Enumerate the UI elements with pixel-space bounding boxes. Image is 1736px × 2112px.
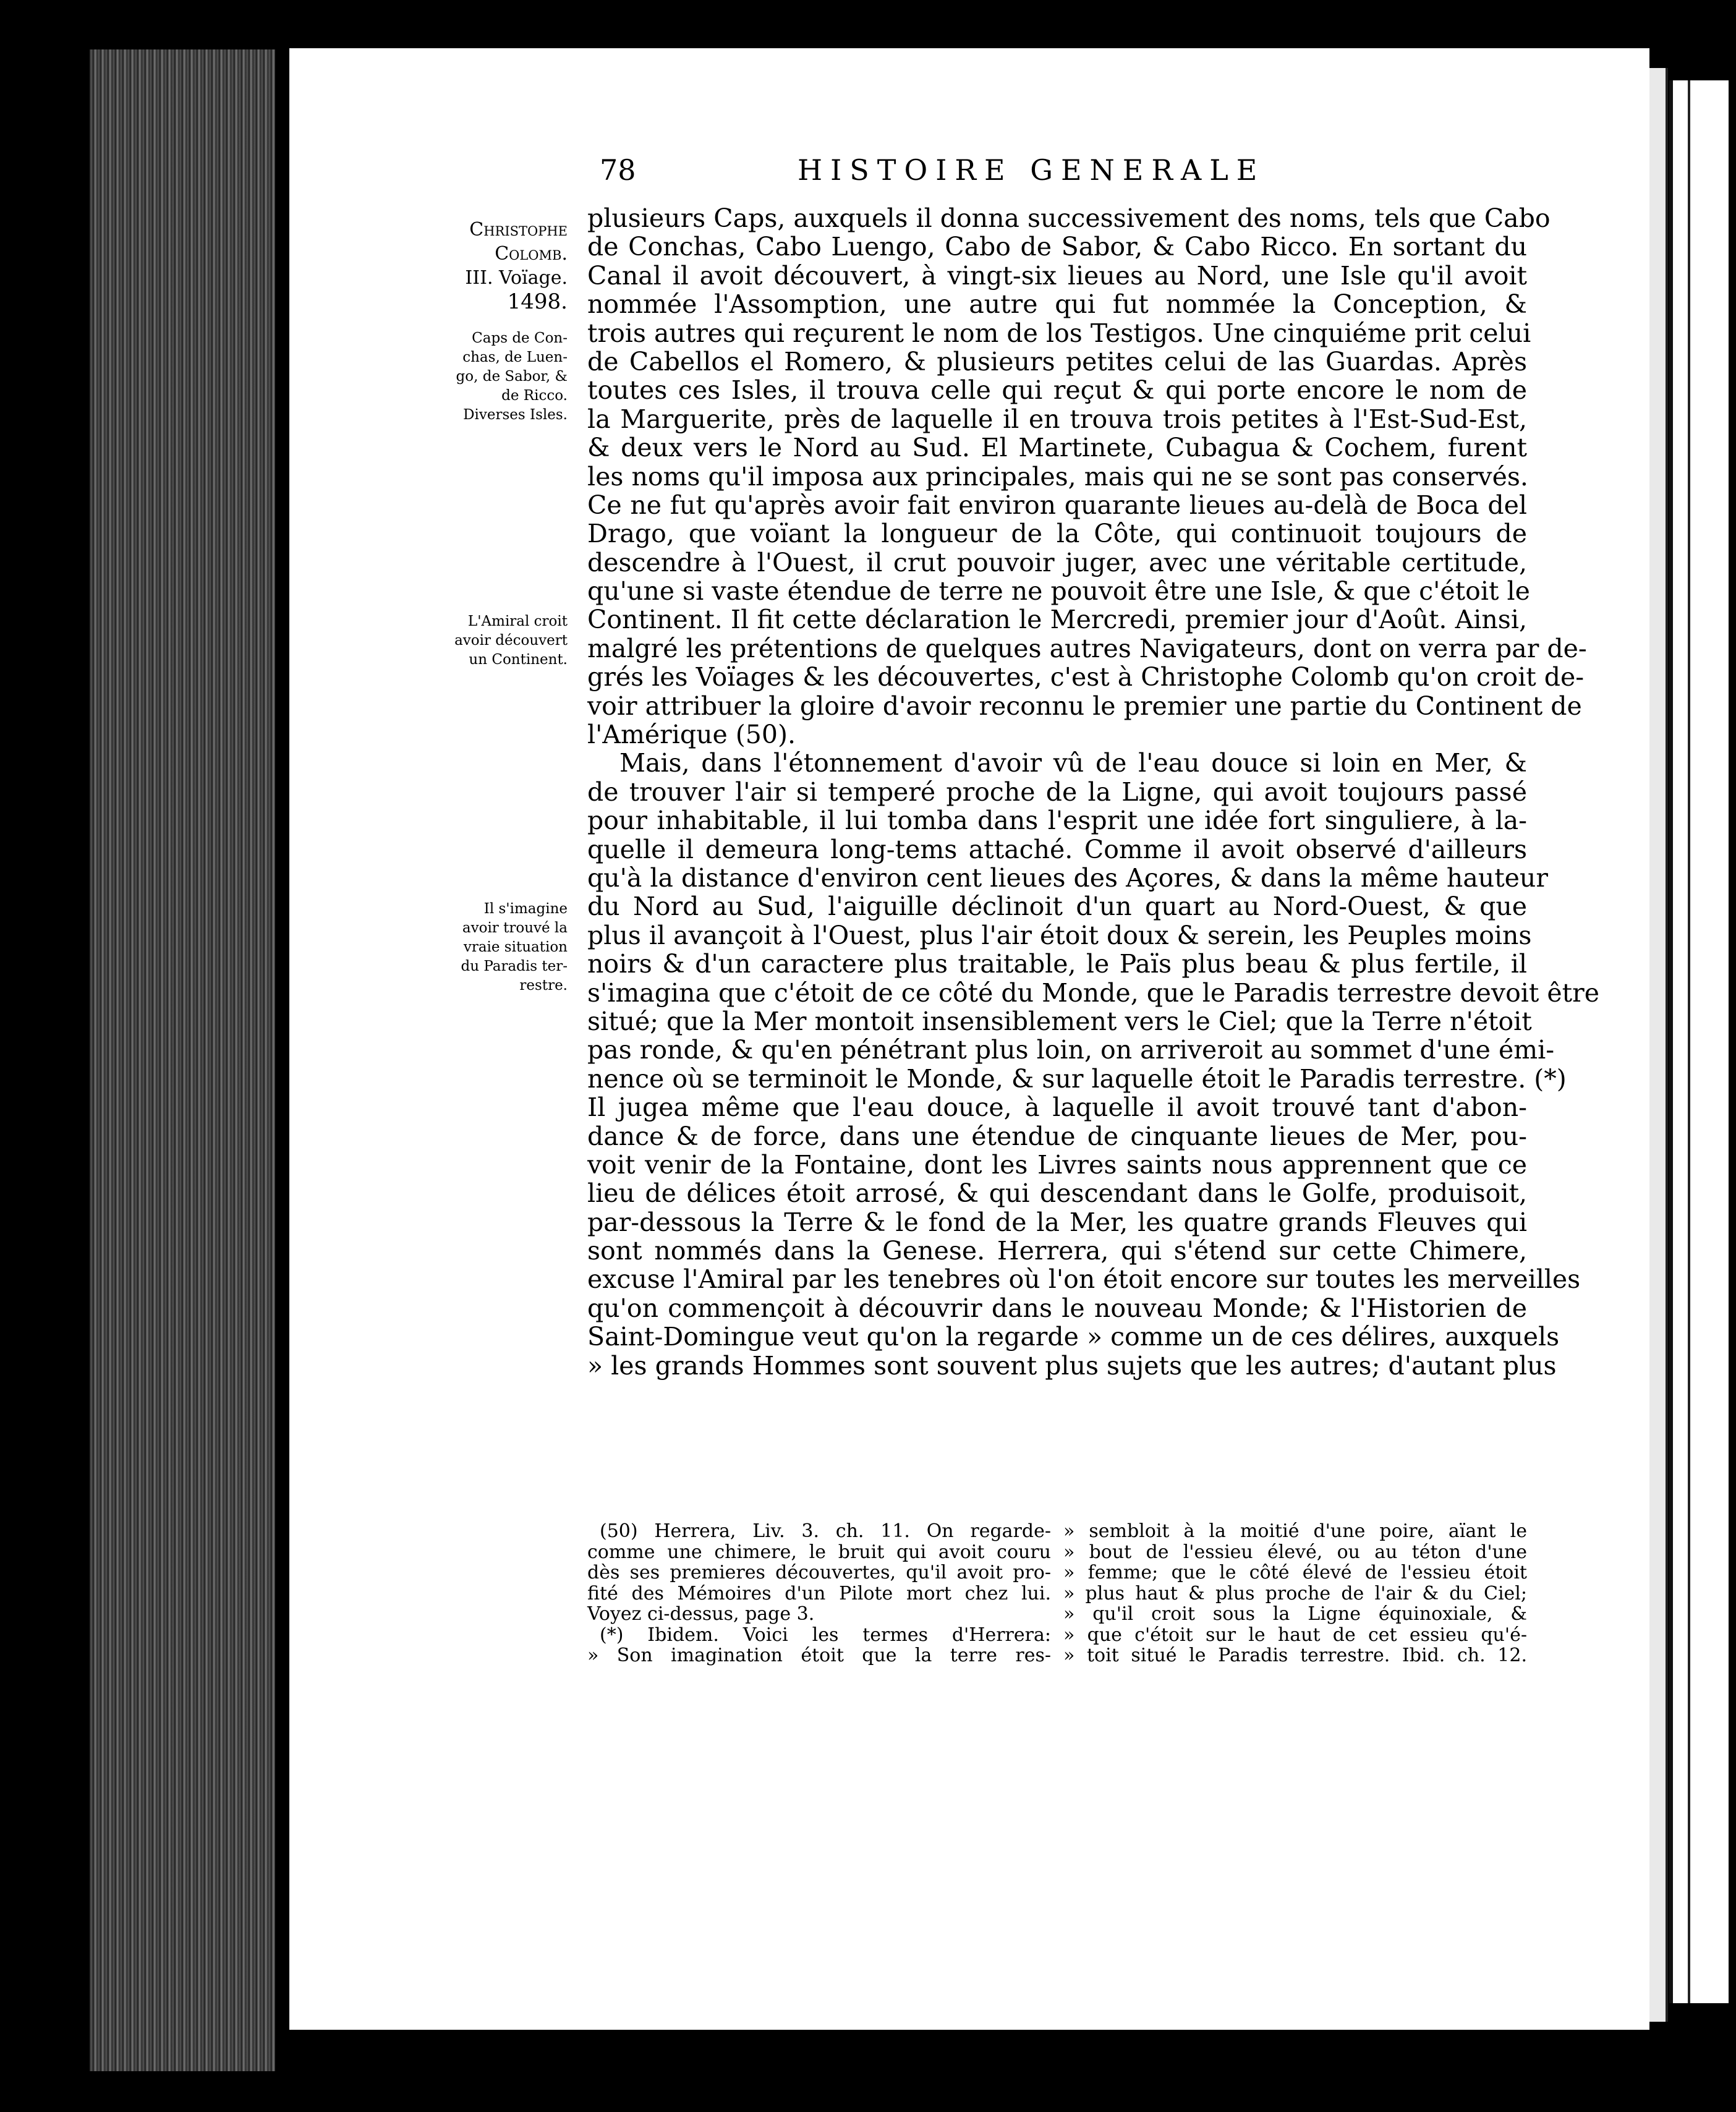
margin-note-line: de Ricco. xyxy=(501,388,568,404)
text-line: grés les Voïages & les découvertes, c'est à Christophe Colomb qu'on croit de- xyxy=(587,662,1585,692)
text-line: de trouver l'air si temperé proche de la Ligne, qui avoit toujours passé xyxy=(587,777,1527,807)
footnote-line: fité des Mémoires d'un Pilote mort chez lui. xyxy=(587,1582,1051,1604)
text-line: pour inhabitable, il lui tomba dans l'esprit une idée fort singuliere, à la- xyxy=(587,806,1527,836)
page-fold xyxy=(1649,68,1668,2022)
footnote-line: » femme; que le côté élevé de l'essieu étoit xyxy=(1063,1562,1527,1583)
margin-note-line: Il s'imagine xyxy=(483,901,568,917)
text-line: & deux vers le Nord au Sud. El Martinete, Cubagua & Cochem, furent xyxy=(587,433,1527,463)
text-line: s'imagina que c'étoit de ce côté du Monde, que le Paradis terrestre devoit être xyxy=(587,977,1599,1008)
margin-note-paradis xyxy=(402,900,568,995)
margin-note-caps xyxy=(402,329,568,425)
text-line: Il jugea même que l'eau douce, à laquelle il avoit trouvé tant d'abon- xyxy=(587,1092,1527,1123)
text-line: Continent. Il fit cette déclaration le Mercredi, premier jour d'Août. Ainsi, xyxy=(587,605,1527,635)
footnote-line: » Son imagination étoit que la terre res- xyxy=(587,1645,1051,1666)
margin-note-line: Colomb. xyxy=(495,243,568,265)
margin-note-voyage xyxy=(402,218,568,314)
main-text xyxy=(587,203,1599,1381)
text-line: par-dessous la Terre & le fond de la Mer, les quatre grands Fleuves qui xyxy=(587,1207,1527,1237)
margin-note-line: L'Amiral croit xyxy=(467,613,568,629)
margin-note-line: vraie situation xyxy=(463,939,568,955)
text-line: plusieurs Caps, auxquels il donna successivement des noms, tels que Cabo xyxy=(587,203,1551,233)
text-line: qu'une si vaste étendue de terre ne pouvoit être une Isle, & que c'étoit le xyxy=(587,576,1530,607)
running-title: HISTOIRE GENERALE xyxy=(798,153,1266,187)
margin-note-line: restre. xyxy=(519,977,568,994)
facing-page-gutter xyxy=(1688,80,1690,2003)
text-line: noirs & d'un caractere plus traitable, le Païs plus beau & plus fertile, il xyxy=(587,949,1527,979)
margin-note-line: du Paradis ter- xyxy=(461,958,568,974)
footnote-line: dès ses premieres découvertes, qu'il avoit pro- xyxy=(587,1562,1051,1583)
text-line: dance & de force, dans une étendue de cinquante lieues de Mer, pou- xyxy=(587,1121,1527,1151)
text-line: pas ronde, & qu'en pénétrant plus loin, on arriveroit au sommet d'une émi- xyxy=(587,1035,1555,1065)
footnotes-left-column xyxy=(587,1521,1051,1666)
facing-page-edge xyxy=(1669,80,1729,2003)
text-line: quelle il demeura long-tems attaché. Comme il avoit observé d'ailleurs xyxy=(587,834,1527,864)
text-line: l'Amérique (50). xyxy=(587,720,796,750)
page-number: 78 xyxy=(600,153,636,187)
margin-note-line: Diverses Isles. xyxy=(463,407,568,423)
text-line: Saint-Domingue veut qu'on la regarde » comme un de ces délires, auxquels xyxy=(587,1322,1560,1352)
text-line: situé; que la Mer montoit insensiblement vers le Ciel; que la Terre n'étoit xyxy=(587,1006,1532,1036)
text-line: toutes ces Isles, il trouva celle qui reçut & qui porte encore le nom de xyxy=(587,375,1527,406)
margin-note-line: avoir trouvé la xyxy=(462,920,568,936)
text-line: excuse l'Amiral par les tenebres où l'on étoit encore sur toutes les merveilles xyxy=(587,1264,1581,1295)
footnote-line: Voyez ci-dessus, page 3. xyxy=(587,1603,815,1625)
text-line: nence où se terminoit le Monde, & sur laquelle étoit le Paradis terrestre. (*) xyxy=(587,1063,1567,1094)
text-line: qu'à la distance d'environ cent lieues des Açores, & dans la même hauteur xyxy=(587,862,1548,893)
text-line: lieu de délices étoit arrosé, & qui descendant dans le Golfe, produisoit, xyxy=(587,1178,1527,1209)
text-line: plus il avançoit à l'Ouest, plus l'air étoit doux & serein, les Peuples moins xyxy=(587,920,1532,950)
text-line: Ce ne fut qu'après avoir fait environ quarante lieues au-delà de Boca del xyxy=(587,490,1527,520)
margin-note-line: chas, de Luen- xyxy=(462,349,568,365)
margin-note-line: Caps de Con- xyxy=(472,330,568,346)
margin-note-line: III. Voïage. xyxy=(465,267,568,289)
text-line: du Nord au Sud, l'aiguille déclinoit d'un quart au Nord-Ouest, & que xyxy=(587,892,1527,922)
text-line: nommée l'Assomption, une autre qui fut nommée la Conception, & xyxy=(587,289,1527,320)
margin-note-amiral xyxy=(402,612,568,670)
footnote-line: comme une chimere, le bruit qui avoit couru xyxy=(587,1541,1051,1563)
footnote-line: » sembloit à la moitié d'une poire, aïant le xyxy=(1063,1520,1527,1542)
text-line: descendre à l'Ouest, il crut pouvoir juger, avec une véritable certitude, xyxy=(587,547,1527,577)
text-line: voit venir de la Fontaine, dont les Livres saints nous apprennent que ce xyxy=(587,1149,1527,1180)
text-line: Drago, que voïant la longueur de la Côte, qui continuoit toujours de xyxy=(587,519,1527,549)
margin-note-line: avoir découvert xyxy=(454,632,568,649)
margin-note-line: un Continent. xyxy=(469,652,568,668)
text-line: les noms qu'il imposa aux principales, mais qui ne se sont pas conservés. xyxy=(587,461,1528,492)
text-line: voir attribuer la gloire d'avoir reconnu le premier une partie du Continent de xyxy=(587,691,1582,721)
text-line: de Conchas, Cabo Luengo, Cabo de Sabor, & Cabo Ricco. En sortant du xyxy=(587,232,1527,262)
footnote-line: » que c'étoit sur le haut de cet essieu qu'é- xyxy=(1063,1624,1527,1646)
footnote-line: (*) Ibidem. Voici les termes d'Herrera: xyxy=(600,1624,1051,1646)
text-line: qu'on commençoit à découvrir dans le nouveau Monde; & l'Historien de xyxy=(587,1293,1527,1323)
text-line: Canal il avoit découvert, à vingt-six lieues au Nord, une Isle qu'il avoit xyxy=(587,260,1527,291)
footnotes-right-column xyxy=(1063,1521,1527,1666)
text-line: » les grands Hommes sont souvent plus sujets que les autres; d'autant plus xyxy=(587,1350,1557,1381)
margin-note-line: 1498. xyxy=(507,289,568,314)
page-header xyxy=(600,153,1360,200)
book-binding xyxy=(90,49,275,2071)
text-line: sont nommés dans la Genese. Herrera, qui s'étend sur cette Chimere, xyxy=(587,1236,1527,1266)
text-line: la Marguerite, près de laquelle il en trouva trois petites à l'Est-Sud-Est, xyxy=(587,404,1527,434)
margin-note-line: go, de Sabor, & xyxy=(456,368,568,385)
footnote-line: » plus haut & plus proche de l'air & du Ciel; xyxy=(1063,1582,1527,1604)
text-line: Mais, dans l'étonnement d'avoir vû de l'eau douce si loin en Mer, & xyxy=(619,748,1527,778)
text-line: trois autres qui reçurent le nom de los Testigos. Une cinquiéme prit celui xyxy=(587,318,1531,348)
text-line: malgré les prétentions de quelques autres Navigateurs, dont on verra par de- xyxy=(587,633,1587,663)
text-line: de Cabellos el Romero, & plusieurs petites celui de las Guardas. Après xyxy=(587,346,1527,377)
footnote-line: » qu'il croit sous la Ligne équinoxiale, & xyxy=(1063,1603,1527,1625)
footnote-line: » toit situé le Paradis terrestre. Ibid. ch. 12. xyxy=(1063,1645,1527,1666)
margin-note-line: Christophe xyxy=(469,219,568,241)
footnote-line: (50) Herrera, Liv. 3. ch. 11. On regarde- xyxy=(600,1520,1051,1542)
footnote-line: » bout de l'essieu élevé, ou au téton d'une xyxy=(1063,1541,1527,1563)
